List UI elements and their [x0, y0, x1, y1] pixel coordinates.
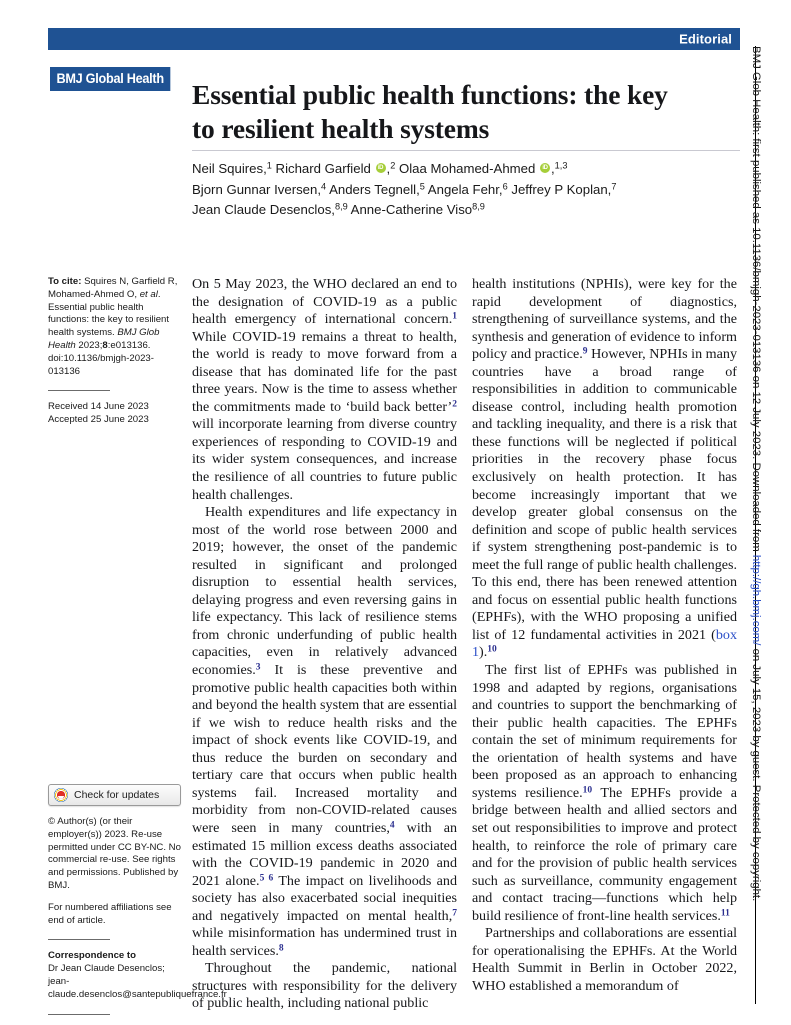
citation-marker[interactable]: 1	[452, 311, 457, 322]
author-affiliation-marker: 7	[611, 181, 617, 192]
editorial-header-bar	[48, 28, 740, 50]
correspondence-label: Correspondence to	[48, 950, 136, 962]
editorial-section-label: Editorial	[679, 31, 732, 47]
author-affiliation-marker: 4	[321, 181, 327, 192]
paragraph: Throughout the pandemic, national structures with responsibility for the delivery of public health, including national public	[192, 960, 457, 1012]
body-column-left	[192, 276, 457, 1013]
title-divider	[192, 150, 740, 151]
crossmark-icon	[54, 788, 68, 802]
author-affiliation-marker: 1,3	[554, 160, 568, 171]
affiliations-note: For numbered affiliations see end of article.	[48, 901, 172, 926]
author-line-1: Neil Squires,$^1$ Richard Garfield iD ,$^2$ Olaa Mohamed-Ahmed iD ,$^{1,3}$	[192, 159, 752, 180]
author-affiliation-marker: 2	[390, 160, 396, 171]
author-name: Neil Squires,	[192, 161, 267, 176]
citation-marker[interactable]: 4	[389, 820, 395, 831]
accepted-date: Accepted 25 June 2023	[48, 414, 149, 426]
received-date: Received 14 June 2023	[48, 401, 149, 413]
orcid-id-icon[interactable]	[376, 163, 386, 173]
citation-marker[interactable]: 10	[487, 644, 497, 655]
article-title: Essential public health functions: the key to resilient health systems	[192, 79, 668, 145]
author-affiliation-marker: 8,9	[334, 201, 348, 212]
citation-marker[interactable]: 11	[720, 908, 730, 919]
correspondence-name: Dr Jean Claude Desenclos;	[48, 963, 165, 975]
check-for-updates-button[interactable]	[48, 784, 181, 806]
author-affiliation-marker: 6	[502, 181, 508, 192]
author-name: Jeffrey P Koplan,	[507, 181, 612, 197]
paragraph: health institutions (NPHIs), were key for the rapid development of diagnostics, strengthening of surveillance systems, and the synthesis and generation of evidence to inform policy and practice.$^9$ However, NPHIs in many countries have a broad range of responsibilities in addition to communicable disease control, including health promotion and tackling inequality, and there is a risk that these functions will be neglected if political priorities in the recovery phase focus exclusively on health protection. It has become increasingly important that we develop greater global consensus on the definition and scope of public health services if system strengthening post-pandemic is to meet the full range of public health challenges. To this end, there has been renewed attention and focus on essential public health functions (EPHFs), with the WHO proposing a unified list of 12 fundamental activities in 2021 (box 1).$^{10}$	[472, 276, 737, 661]
copyright-statement: © Author(s) (or their employer(s)) 2023. Re-use permitted under CC BY-NC. No commercial re-use. See rights and permissions. Published by BMJ.	[48, 816, 181, 891]
body-column-right	[472, 276, 737, 995]
copyright-sidebar	[48, 784, 227, 1025]
author-affiliation-marker: 8,9	[472, 201, 485, 212]
author-name: Olaa Mohamed-Ahmed	[395, 161, 536, 176]
sidebar-divider-3	[48, 1014, 110, 1015]
author-line-2	[192, 180, 752, 201]
paragraph: On 5 May 2023, the WHO declared an end to the designation of COVID-19 as a public health emergency of international concern.$^1$ While COVID-19 remains a threat to health, the world is ready to move forward from a disease that has dominated life for the past three years. Now is the time to assess whether the commitments made to ‘build back better’$^2$ will incorporate learning from diverse country experiences of responding to COVID-19 and its wider system consequences, and increase the resilience of all countries to future public health challenges.	[192, 276, 457, 503]
paragraph: Partnerships and collaborations are essential for operationalising the EPHFs. At the World Health Summit in Berlin in October 2022, WHO established a memorandum of	[472, 925, 737, 994]
orcid-id-icon[interactable]	[540, 163, 550, 173]
to-cite-block	[48, 276, 184, 378]
author-affiliation-marker: 1	[266, 160, 272, 171]
author-name: Angela Fehr,	[424, 181, 503, 197]
author-name: Anne-Catherine Viso	[347, 202, 473, 218]
author-name: Anders Tegnell,	[326, 181, 420, 197]
paragraph: Health expenditures and life expectancy in most of the world rose between 2000 and 2019; however, the onset of the pandemic resulted in significant and prolonged disruption to essential health services, delaying progress and even reversing gains in life expectancy. This lack of resilience stems from chronic underfunding of public health capacities, even in relatively advanced economies.$^3$ It is these preventive and promotive public health capacities both within and beyond the health system that are essential if we wish to reduce health risks and the impact of shock events like COVID-19, and thus reduce the burden on secondary and tertiary care that occurs when public health systems fail. Increased mortality and morbidity from non-COVID-related causes were seen in many countries,$^4$ with an estimated 15 million excess deaths associated with the COVID-19 pandemic in 2020 and 2021 alone.$^{5 6}$ The impact on livelihoods and society has also exacerbated social inequities and negatively impacted on mental health,$^7$ while misinformation has undermined trust in health services.$^8$	[192, 504, 457, 959]
author-affiliation-marker: 5	[419, 181, 425, 192]
citation-marker[interactable]: 3	[255, 662, 261, 673]
author-name: Richard Garfield	[271, 161, 371, 176]
citation-marker[interactable]: 7	[452, 908, 457, 919]
journal-url-link[interactable]: http://gh.bmj.com/	[750, 554, 762, 646]
paragraph: The first list of EPHFs was published in 1998 and adapted by regions, organisations and countries to support the benchmarking of their public health capacities. The EPHFs contain the set of minimum requirements for the orientation of health systems and have been proposed as an approach to enhancing systems resilience.$^{10}$ The EPHFs provide a bridge between health and allied sectors and set out responsibilities to improve and protect health, to reinforce the role of primary care and for the provision of public health services such as surveillance, community engagement and contact tracing—functions which help build resilience of front-line health services.$^{11}$	[472, 662, 737, 924]
author-name: Jean Claude Desenclos,	[192, 202, 335, 218]
journal-name: BMJ Glob Health	[48, 327, 160, 351]
citation-sidebar	[48, 276, 184, 427]
citation-marker[interactable]: 10	[582, 785, 593, 796]
journal-logo-badge: BMJ Global Health	[50, 67, 170, 91]
sidebar-divider-2	[48, 939, 110, 940]
box-1-link[interactable]: box 1	[472, 626, 737, 661]
correspondence-email[interactable]: jean-claude.desenclos@santepubliquefrance.fr	[48, 975, 227, 1000]
publication-credit-margin: BMJ Glob Health: first published as 10.1136/bmjgh-2023-013136 on 12 July 2023. Downloaded from http://gh.bmj.com/ on July 15, 2023 by guest. Protected by copyright.	[750, 46, 762, 902]
author-list	[192, 159, 752, 221]
citation-marker[interactable]: 2	[452, 399, 457, 410]
citation-marker[interactable]: 9	[582, 346, 588, 357]
citation-marker[interactable]: 8	[278, 943, 284, 954]
correspondence-block	[48, 950, 227, 1001]
author-line-3	[192, 200, 752, 221]
check-for-updates-label: Check for updates	[74, 788, 160, 801]
citation-marker[interactable]: 5 6	[259, 873, 274, 883]
sidebar-divider	[48, 390, 110, 391]
to-cite-label: To cite:	[48, 276, 82, 287]
to-cite-text: To cite: Squires N, Garfield R, Mohamed-Ahmed O, et al. Essential public health functions: the key to resilient health systems. BMJ Glob Health 2023;8:e013136. doi:10.1136/bmjgh-2023-013136	[48, 276, 178, 377]
author-name: Bjorn Gunnar Iversen,	[192, 181, 322, 197]
